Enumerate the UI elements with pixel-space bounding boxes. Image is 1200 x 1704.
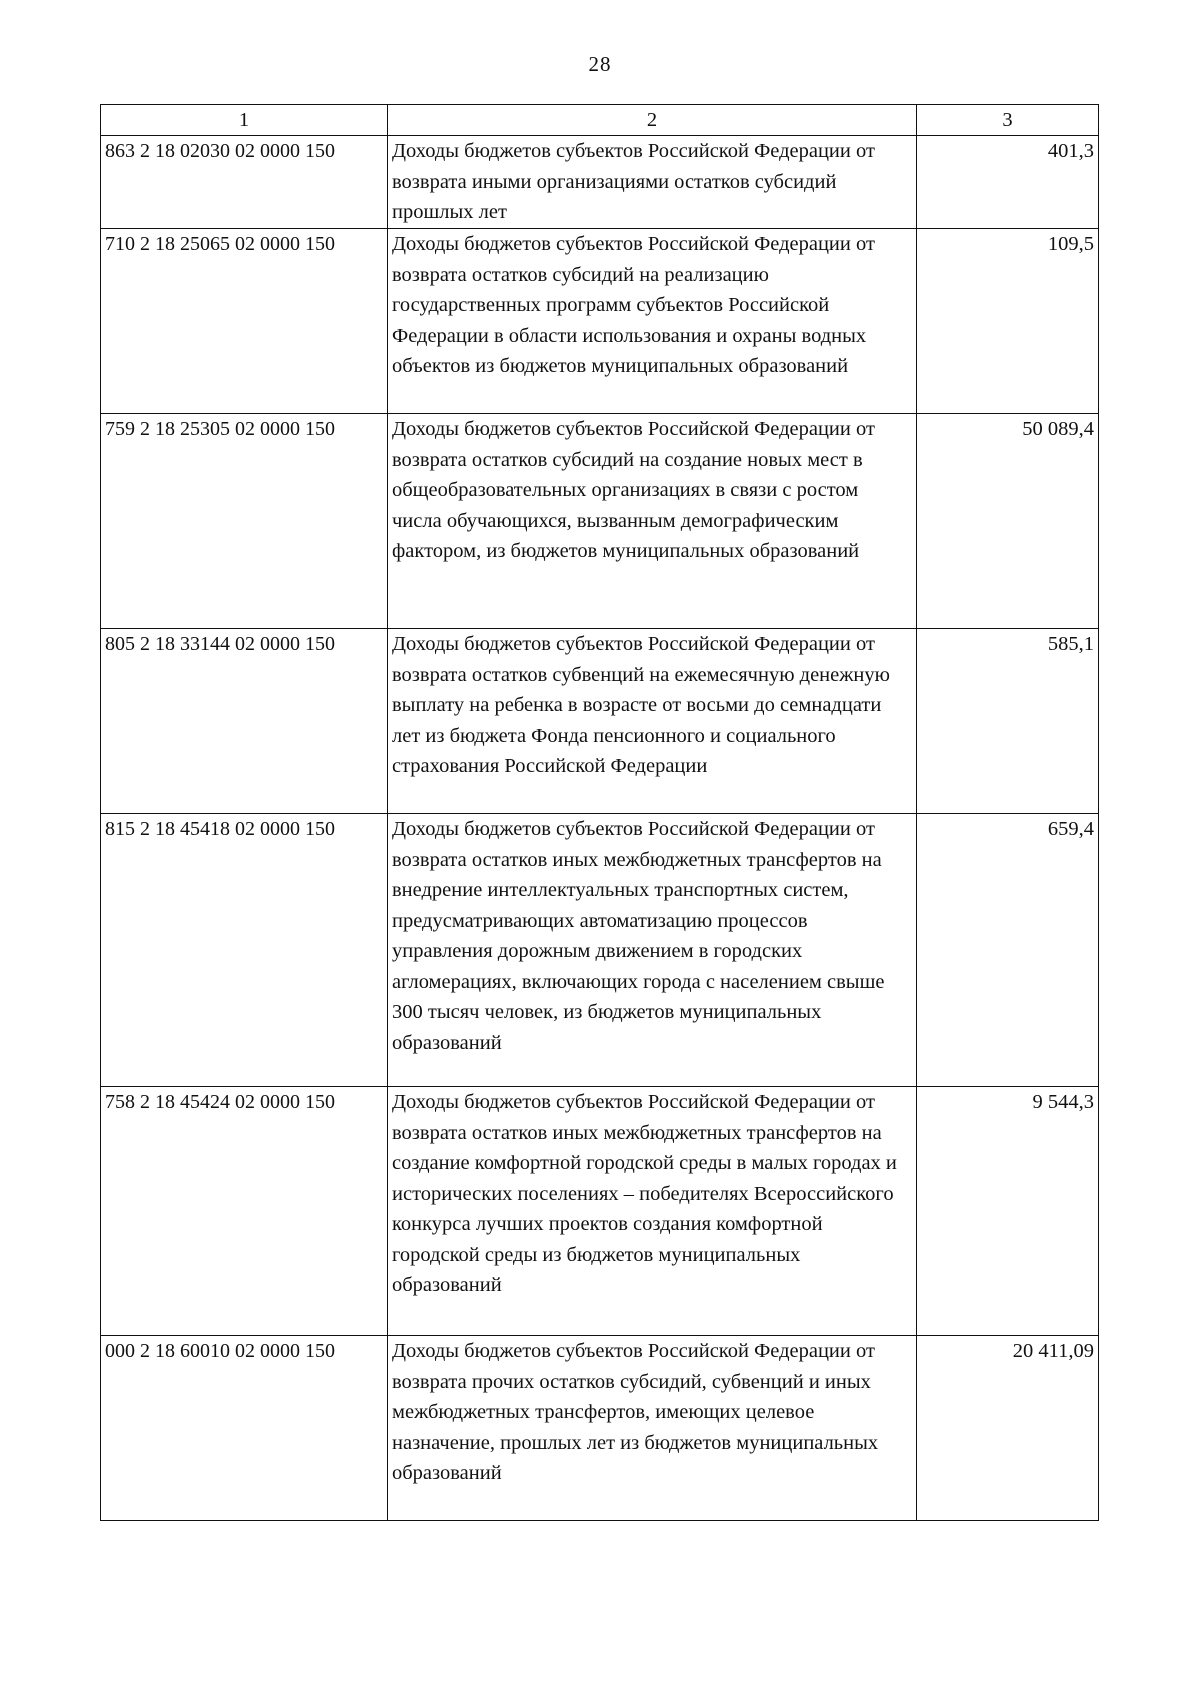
- description-cell: Доходы бюджетов субъектов Российской Федерации от возврата иными организациями остатков субсидий прошлых лет: [388, 136, 917, 229]
- column-header-description: 2: [388, 105, 917, 136]
- table-row: [101, 229, 1099, 414]
- amount-cell: 20 411,09: [917, 1336, 1099, 1521]
- budget-code-cell: 759 2 18 25305 02 0000 150: [101, 414, 388, 629]
- budget-code-cell: 710 2 18 25065 02 0000 150: [101, 229, 388, 414]
- amount-cell: 585,1: [917, 629, 1099, 814]
- description-cell: Доходы бюджетов субъектов Российской Федерации от возврата остатков иных межбюджетных трансфертов на внедрение интеллектуальных транспортных систем, предусматривающих автоматизацию процессов управления дорожным движением в городских агломерациях, включающих города с населением свыше 300 тысяч человек, из бюджетов муниципальных образований: [388, 814, 917, 1087]
- budget-code-cell: 758 2 18 45424 02 0000 150: [101, 1087, 388, 1336]
- budget-code-cell: 815 2 18 45418 02 0000 150: [101, 814, 388, 1087]
- amount-cell: 50 089,4: [917, 414, 1099, 629]
- amount-cell: 659,4: [917, 814, 1099, 1087]
- budget-code-cell: 863 2 18 02030 02 0000 150: [101, 136, 388, 229]
- table-row: [101, 1087, 1099, 1336]
- description-cell: Доходы бюджетов субъектов Российской Федерации от возврата прочих остатков субсидий, субвенций и иных межбюджетных трансфертов, имеющих целевое назначение, прошлых лет из бюджетов муниципальных образований: [388, 1336, 917, 1521]
- budget-revenue-table: [100, 104, 1099, 1521]
- description-cell: Доходы бюджетов субъектов Российской Федерации от возврата остатков иных межбюджетных трансфертов на создание комфортной городской среды в малых городах и исторических поселениях – победителях Всероссийского конкурса лучших проектов создания комфортной городской среды из бюджетов муниципальных образований: [388, 1087, 917, 1336]
- column-header-amount: 3: [917, 105, 1099, 136]
- table-row: [101, 414, 1099, 629]
- page-number: 28: [588, 52, 612, 76]
- amount-cell: 401,3: [917, 136, 1099, 229]
- table-header-row: [101, 105, 1099, 136]
- table-row: [101, 1336, 1099, 1521]
- column-header-code: 1: [101, 105, 388, 136]
- table-row: [101, 629, 1099, 814]
- description-cell: Доходы бюджетов субъектов Российской Федерации от возврата остатков субвенций на ежемесячную денежную выплату на ребенка в возрасте от восьми до семнадцати лет из бюджета Фонда пенсионного и социального страхования Российской Федерации: [388, 629, 917, 814]
- amount-cell: 9 544,3: [917, 1087, 1099, 1336]
- table-row: [101, 814, 1099, 1087]
- budget-code-cell: 805 2 18 33144 02 0000 150: [101, 629, 388, 814]
- description-cell: Доходы бюджетов субъектов Российской Федерации от возврата остатков субсидий на создание новых мест в общеобразовательных организациях в связи с ростом числа обучающихся, вызванным демографическим фактором, из бюджетов муниципальных образований: [388, 414, 917, 629]
- amount-cell: 109,5: [917, 229, 1099, 414]
- table-row: [101, 136, 1099, 229]
- description-cell: Доходы бюджетов субъектов Российской Федерации от возврата остатков субсидий на реализацию государственных программ субъектов Российской Федерации в области использования и охраны водных объектов из бюджетов муниципальных образований: [388, 229, 917, 414]
- budget-code-cell: 000 2 18 60010 02 0000 150: [101, 1336, 388, 1521]
